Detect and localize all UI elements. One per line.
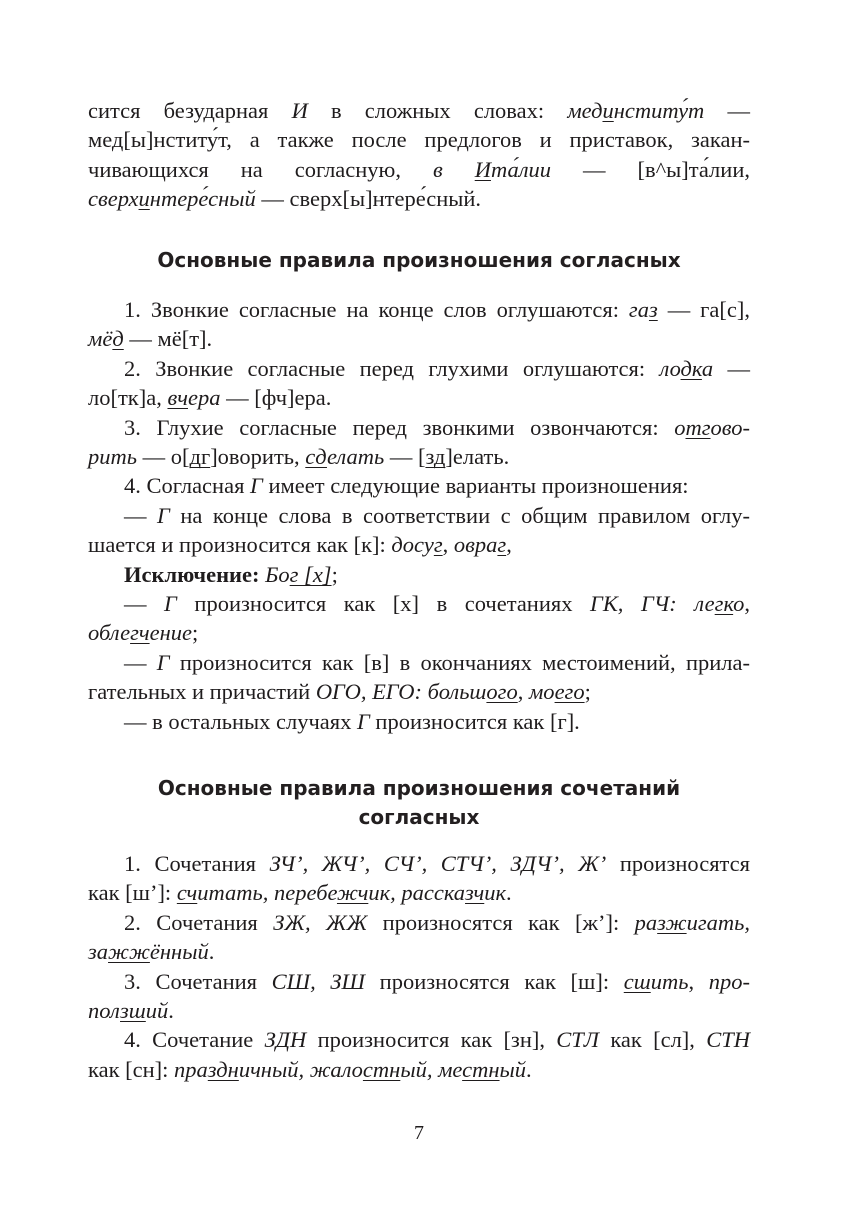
text-run: ло[тк]а, [88, 385, 168, 411]
underlined-sounds: здн [207, 1056, 239, 1082]
text-run: чивающихся на согласную, [88, 156, 433, 182]
italic-example: СШ, ЗШ [271, 968, 366, 994]
text-run: мед[ы]нститу́т, а также после предлогов и приставок, закан- [88, 127, 750, 153]
text-line [88, 184, 750, 213]
paragraph [88, 501, 750, 560]
underlined-sounds: гч [130, 620, 150, 646]
text-line [88, 707, 750, 736]
underlined-sounds: и [602, 98, 614, 123]
text-run: . [526, 1056, 532, 1082]
italic-example: ово- [710, 414, 750, 440]
italic-example: ик [484, 880, 507, 906]
italic-example: ЗЧ’, ЖЧ’, СЧ’, СТЧ’, ЗДЧ’, Ж’ [269, 851, 607, 876]
text-line [88, 996, 750, 1025]
italic-example: досу [391, 532, 434, 558]
paragraph [88, 354, 750, 413]
text-line [88, 967, 750, 996]
italic-example: Г [356, 708, 370, 734]
text-run: 4. Согласная [124, 473, 251, 499]
text-run: — [ [384, 444, 426, 470]
text-run: как [сл], [599, 1027, 707, 1053]
paragraph [88, 589, 750, 648]
italic-example: про- [708, 968, 750, 994]
heading-consonant-cluster-rules [88, 774, 750, 833]
text-line [88, 442, 750, 471]
text-line [88, 530, 750, 559]
underlined-sounds: стн [462, 1056, 500, 1082]
italic-example: пра [174, 1056, 208, 1082]
paragraph [88, 908, 750, 967]
intro-continuation-text [88, 96, 750, 214]
text-run: — [124, 591, 165, 617]
text-line [88, 413, 750, 442]
text-run: шается и произносится как [к]: [88, 532, 392, 558]
underlined-sounds: сч [176, 880, 198, 906]
text-line [88, 849, 750, 878]
italic-example: о [733, 591, 745, 617]
text-line [88, 1055, 750, 1084]
text-line [88, 324, 750, 353]
text-run: сится безударная [88, 98, 292, 123]
text-run: 3. Сочетания [124, 968, 272, 994]
text-run: — [713, 355, 751, 381]
italic-example: овра [453, 532, 498, 558]
text-run: как [ш’]: [88, 880, 177, 906]
text-line [88, 589, 750, 618]
italic-example: ик, расска [368, 880, 466, 906]
italic-example: мо [528, 679, 555, 705]
italic-example: ить [650, 968, 689, 994]
underlined-sounds: сд [305, 444, 327, 470]
underlined-sounds: его [554, 679, 585, 705]
text-run: произносятся [606, 851, 750, 876]
text-run: 1. Сочетания [124, 851, 270, 876]
text-run: 2. Звонкие согласные перед глухими оглушаются: [124, 355, 660, 381]
text-run: , [688, 968, 709, 994]
underlined-sounds: зч [465, 880, 485, 906]
text-run: 4. Сочетание [124, 1027, 265, 1053]
text-line [88, 908, 750, 937]
italic-example: ичный, жало [238, 1056, 363, 1082]
text-run: — га[с], [657, 297, 750, 322]
italic-example: ГК, ГЧ: ле [590, 591, 715, 617]
text-line [88, 155, 750, 184]
underlined-sounds: стн [362, 1056, 401, 1082]
text-run: , [517, 679, 529, 705]
text-run: — [704, 98, 750, 123]
italic-example: ло [659, 355, 681, 381]
underlined-sounds: д [112, 326, 124, 352]
italic-example: в [432, 156, 475, 182]
text-line [88, 96, 750, 125]
paragraph [88, 1025, 750, 1084]
italic-example: Г [250, 473, 263, 499]
text-line [88, 295, 750, 324]
text-run: — [124, 649, 157, 675]
text-line [88, 648, 750, 677]
paragraph [88, 849, 750, 908]
text-run: в сложных словах: [307, 98, 568, 123]
paragraph [88, 707, 750, 736]
underlined-sounds: дг [189, 444, 211, 470]
text-run: 1. Звонкие согласные на конце слов оглушаются: [124, 297, 629, 322]
text-run: ; [331, 561, 338, 587]
italic-example: ый [499, 1056, 527, 1082]
text-line [88, 1025, 750, 1054]
italic-example: га [628, 297, 649, 322]
text-run: как [сн]: [88, 1056, 175, 1082]
text-run: , [744, 591, 750, 617]
underlined-sounds: г [х] [289, 561, 332, 587]
italic-example: итать, перебе [197, 880, 337, 906]
italic-example: пол [88, 998, 121, 1024]
text-line [88, 618, 750, 647]
italic-example: а [701, 355, 714, 381]
italic-example: рить [88, 444, 137, 470]
italic-example: ённый [149, 939, 209, 965]
text-run: произносится как [г]. [369, 708, 580, 734]
underlined-sounds: тг [685, 414, 711, 440]
underlined-sounds: г [497, 532, 507, 558]
underlined-sounds: з [648, 297, 658, 322]
text-line [88, 125, 750, 154]
italic-example: ОГО, ЕГО: больш [315, 679, 487, 705]
paragraph [88, 413, 750, 472]
underlined-sounds: и [138, 186, 150, 212]
italic-example: за [88, 939, 109, 965]
underlined-sounds: г [433, 532, 443, 558]
italic-example: нститу́т [613, 98, 705, 123]
italic-example: ера [187, 385, 221, 411]
italic-example: сверх [88, 186, 139, 212]
underlined-sounds: ого [486, 679, 518, 705]
italic-example: ый, ме [400, 1056, 463, 1082]
text-run: — в остальных случаях [124, 708, 357, 734]
italic-example: ЗЖ, ЖЖ [273, 909, 368, 935]
underlined-sounds: гк [714, 591, 734, 617]
italic-example: мед [567, 98, 603, 123]
italic-example: игать, [686, 909, 750, 935]
text-run: ; [584, 679, 591, 705]
text-line [88, 878, 750, 907]
underlined-sounds: жж [108, 939, 150, 965]
italic-example: Бо [259, 561, 290, 587]
text-run: — мё[т]. [123, 326, 213, 352]
italic-example: та́лии [490, 156, 552, 182]
italic-example: мё [88, 326, 113, 352]
paragraph [88, 967, 750, 1026]
italic-example: Г [157, 502, 170, 528]
text-run: — [в^ы]та́лии, [551, 156, 750, 182]
text-run: , [506, 532, 512, 558]
consonant-rules-list [88, 295, 750, 736]
text-run: ]елать. [445, 444, 510, 470]
text-run: — [фч]ера. [220, 385, 332, 411]
italic-example: И [291, 98, 308, 123]
consonant-cluster-rules-list [88, 849, 750, 1084]
text-run: 3. Глухие согласные перед звонкими озвончаются: [124, 414, 675, 440]
text-run: 2. Сочетания [124, 909, 274, 935]
page-number: 7 [414, 1122, 424, 1144]
italic-example: ий [145, 998, 169, 1024]
text-run: произносится как [х] в сочетаниях [176, 591, 591, 617]
text-run: . [168, 998, 174, 1024]
italic-example: нтере́сный [149, 186, 256, 212]
italic-example: Г [156, 649, 170, 675]
paragraph [88, 295, 750, 354]
text-line [88, 383, 750, 412]
text-run: произносится как [в] в окончаниях местоимений, прила- [169, 649, 750, 675]
italic-example: о [674, 414, 686, 440]
underlined-sounds: зш [120, 998, 146, 1024]
italic-example: ра [634, 909, 658, 935]
text-run: произносится как [зн], [306, 1027, 557, 1053]
text-line [88, 354, 750, 383]
text-run: произносятся как [ж’]: [367, 909, 635, 935]
text-run: ]оворить, [210, 444, 306, 470]
heading-line: согласных [358, 805, 480, 830]
italic-example: елать [326, 444, 385, 470]
heading-line: Основные правила произношения сочетаний [157, 776, 681, 800]
text-run: произносятся как [ш]: [365, 968, 624, 994]
underlined-sounds: вч [167, 385, 188, 411]
text-run: . [506, 880, 512, 906]
italic-example: Г [164, 591, 177, 617]
underlined-sounds: зж [657, 909, 687, 935]
underlined-sounds: дк [680, 355, 702, 381]
italic-example: ЗДН [264, 1027, 307, 1053]
paragraph [88, 648, 750, 707]
heading-consonant-rules: Основные правила произношения согласных [157, 248, 681, 272]
italic-example: СТЛ [556, 1027, 600, 1053]
underlined-sounds: сш [623, 968, 651, 994]
text-line [88, 501, 750, 530]
text-run: — о[ [137, 444, 190, 470]
text-run: имеет следующие варианты произношения: [262, 473, 689, 499]
text-run: — [124, 502, 158, 528]
text-run: — сверх[ы]нтере́сный. [255, 186, 482, 212]
text-run: ; [191, 620, 199, 646]
text-run: . [208, 939, 215, 965]
text-line [88, 677, 750, 706]
text-run: гательных и причастий [88, 679, 316, 705]
paragraph [88, 560, 750, 589]
italic-example: ение [149, 620, 192, 646]
italic-example: обле [88, 620, 131, 646]
text-line [88, 471, 750, 500]
underlined-sounds: И [474, 156, 491, 182]
underlined-sounds: жч [336, 880, 369, 906]
text-run: , [442, 532, 454, 558]
paragraph [88, 96, 750, 214]
paragraph [88, 471, 750, 500]
italic-example: СТН [706, 1027, 750, 1053]
underlined-sounds: зд [425, 444, 446, 470]
text-run: на конце слова в соответствии с общим правилом оглу- [169, 502, 751, 528]
bold-label: Исключение: [124, 561, 260, 587]
text-line [88, 560, 750, 589]
text-line [88, 937, 750, 966]
